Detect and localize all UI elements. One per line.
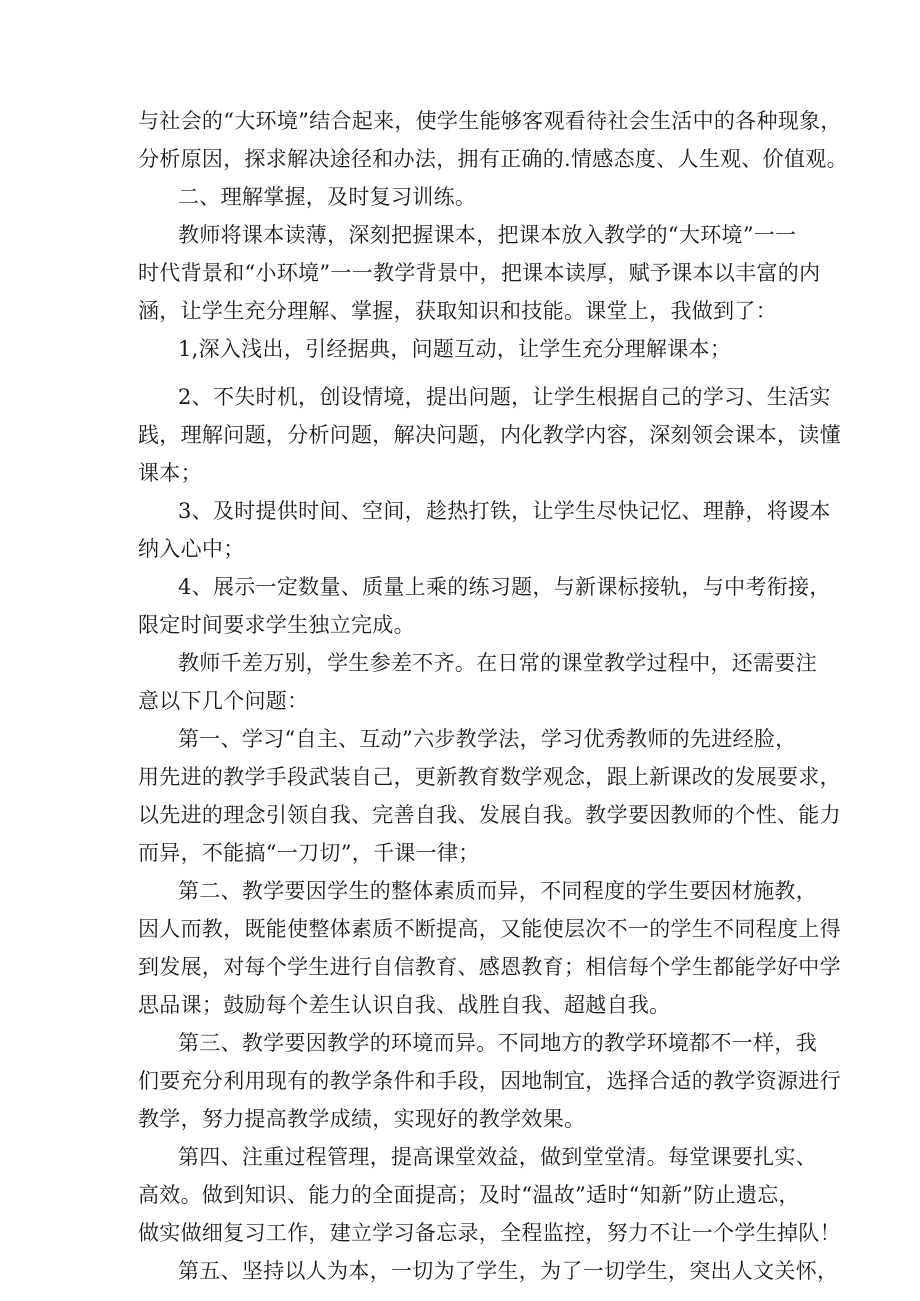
paragraph-line: 分析原因，探求解决途径和办法，拥有正确的.情感态度、人生观、价值观。	[138, 147, 848, 171]
list-item: 4、展示一定数量、质量上乘的练习题，与新课标接轨，与中考衔接，	[178, 575, 831, 599]
paragraph-line: 意以下几个问题：	[138, 689, 309, 713]
paragraph-line: 第四、注重过程管理，提高课堂效益，做到堂堂清。每堂课要扎实、	[178, 1145, 817, 1169]
paragraph-line: 而异，不能搞“一刀切”，千课一律；	[138, 841, 480, 865]
paragraph-line: 课本；	[138, 461, 202, 485]
paragraph-line: 用先进的教学手段武装自己，更新教育数学观念，跟上新课改的发展要求，	[138, 765, 841, 789]
paragraph-line: 们要充分利用现有的教学条件和手段，因地制宜，选择合适的教学资源进行	[138, 1069, 841, 1093]
paragraph-line: 第二、教学要因学生的整体素质而异，不同程度的学生要因材施教，	[178, 879, 817, 903]
paragraph-line: 教学，努力提高教学成绩，实现好的教学效果。	[138, 1107, 586, 1131]
section-heading: 二、理解掌握，及时复习训练。	[178, 185, 477, 209]
paragraph-line: 时代背景和“小环境”一一教学背景中，把课本读厚，赋予课本以丰富的内	[138, 261, 821, 285]
paragraph-line: 限定时间要求学生独立完成。	[138, 613, 415, 637]
paragraph-line: 思品课；鼓励每个差生认识自我、战胜自我、超越自我。	[138, 993, 671, 1017]
paragraph-line: 高效。做到知识、能力的全面提高；及时“温故”适时“知新”防止遗忘，	[138, 1183, 800, 1207]
paragraph-line: 教师千差万别，学生参差不齐。在日常的课堂教学过程中，还需要注	[178, 651, 817, 675]
paragraph-line: 以先进的理念引领自我、完善自我、发展自我。教学要因教师的个性、能力	[138, 803, 841, 827]
paragraph-line: 因人而教，既能使整体素质不断提高，又能使层次不一的学生不同程度上得	[138, 917, 841, 941]
list-item: 3、及时提供时间、空间，趁热打铁，让学生尽快记忆、理静，将谡本	[178, 499, 831, 523]
paragraph-line: 到发展，对每个学生进行自信教育、感恩教育；相信每个学生都能学好中学	[138, 955, 841, 979]
paragraph-line: 第五、坚持以人为本，一切为了学生，为了一切学生，突出人文关怀，	[178, 1259, 839, 1283]
paragraph-line: 与社会的“大环境”结合起来，使学生能够客观看待社会生活中的各种现象，	[138, 109, 842, 133]
paragraph-line: 第三、教学要因教学的环境而异。不同地方的教学环境都不一样，我	[178, 1031, 817, 1055]
list-item: 1,深入浅出，引经据典，问题互动，让学生充分理解课本；	[178, 337, 732, 361]
paragraph-line: 教师将课本读薄，深刻把握课本，把课本放入教学的“大环境”一一	[178, 223, 797, 247]
paragraph-line: 做实做细复习工作，建立学习备忘录，全程监控，努力不让一个学生掉队！	[138, 1221, 841, 1245]
paragraph-line: 涵，让学生充分理解、掌握，获取知识和技能。课堂上，我做到了：	[138, 299, 777, 323]
list-item: 2、不失时机，创设情境，提出问题，让学生根据自己的学习、生活实	[178, 385, 831, 409]
paragraph-line: 第一、学习“自主、互动”六步教学法，学习优秀教师的先进经脸，	[178, 727, 797, 751]
paragraph-line: 践，理解问题，分析问题，解决问题，内化教学内容，深刻领会课本，读懂	[138, 423, 841, 447]
paragraph-line: 纳入心中；	[138, 537, 245, 561]
